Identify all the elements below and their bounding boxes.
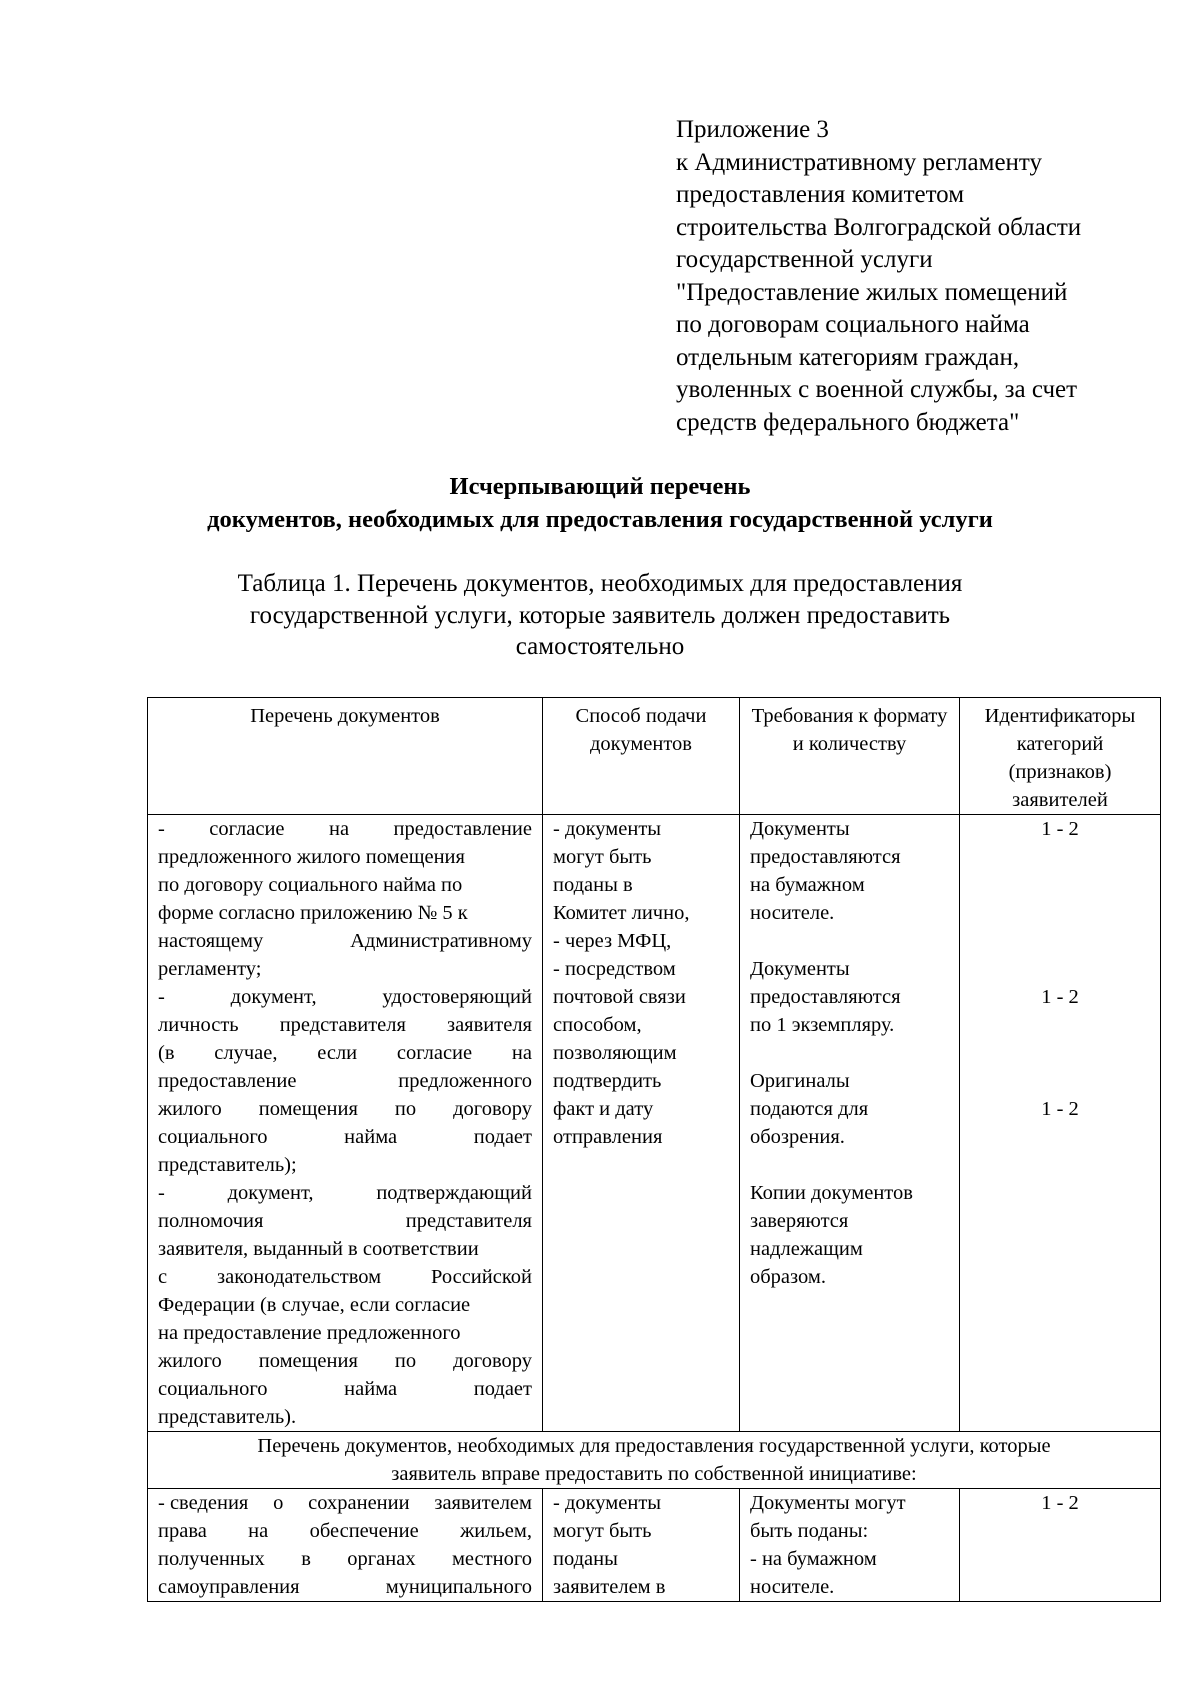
table-row (148, 1489, 1161, 1602)
document-line (158, 1179, 532, 1207)
requirements-cell (740, 815, 960, 1432)
cell-line: быть поданы: (750, 1520, 869, 1542)
document-word: полученных (158, 1548, 265, 1570)
document-line: заявителя, выданный в соответствии (158, 1238, 479, 1260)
section-line-2: заявитель вправе предоставить по собственной инициативе: (391, 1463, 917, 1485)
method-cell (543, 815, 740, 1432)
document-word: обеспечение (309, 1520, 419, 1542)
document-word: жильем, (460, 1520, 532, 1542)
cell-line: поданы (553, 1548, 618, 1570)
cell-line: Комитет лично, (553, 902, 690, 924)
document-word: Административному (350, 930, 532, 952)
document-word: договору (453, 1098, 532, 1120)
document-word: помещения (258, 1098, 358, 1120)
document-word: согласие (396, 1042, 473, 1064)
document-line (158, 1263, 532, 1291)
document-word: предоставление (158, 1070, 297, 1092)
cell-line: Документы (750, 958, 850, 980)
cell-line: образом. (750, 1266, 826, 1288)
document-line (158, 1517, 532, 1545)
documents-cell (148, 815, 543, 1432)
document-word: согласие (209, 818, 285, 840)
document-line: представитель). (158, 1406, 297, 1428)
document-word: помещения (258, 1350, 358, 1372)
appendix-line: уволенных с военной службы, за счет (676, 376, 1078, 403)
document-word: - (158, 818, 165, 840)
cell-line: способом, (553, 1014, 642, 1036)
applicant-ids-cell (960, 815, 1161, 1432)
document-word: Российской (430, 1266, 532, 1288)
header-applicant-ids: Идентификаторы категорий (признаков) заявителей (960, 698, 1161, 815)
table-header-row (148, 698, 1161, 815)
cell-line: могут быть (553, 1520, 652, 1542)
cell-line: позволяющим (553, 1042, 677, 1064)
applicant-id: 1 - 2 (1041, 1098, 1079, 1120)
document-word: документ, (227, 1182, 314, 1204)
document-line (158, 1375, 532, 1403)
document-word: подает (473, 1378, 532, 1400)
header-documents: Перечень документов (148, 698, 543, 815)
document-word: - (158, 986, 165, 1008)
title-line-1: Исчерпывающий перечень (449, 473, 751, 500)
cell-line: по 1 экземпляру. (750, 1014, 895, 1036)
document-line (158, 1347, 532, 1375)
document-word: жилого (158, 1350, 222, 1372)
document-line: по договору социального найма по (158, 874, 463, 896)
document-word: найма (344, 1126, 398, 1148)
cell-line: обозрения. (750, 1126, 845, 1148)
document-word: - (158, 1182, 165, 1204)
header-requirements: Требования к формату и количеству (740, 698, 960, 815)
document-line: предложенного жилого помещения (158, 846, 465, 868)
document-word: - сведения (158, 1492, 249, 1514)
table-row (148, 815, 1161, 1432)
cell-line: на бумажном (750, 874, 865, 896)
document-line (158, 983, 532, 1011)
document-word: самоуправления (158, 1576, 300, 1598)
document-word: договору (453, 1350, 532, 1372)
appendix-line: Приложение 3 (676, 116, 829, 143)
cell-line: почтовой связи (553, 986, 686, 1008)
cell-line: отправления (553, 1126, 663, 1148)
document-word: жилого (158, 1098, 222, 1120)
section-heading-cell (148, 1432, 1161, 1489)
document-line (158, 1545, 532, 1573)
document-word: с (158, 1266, 168, 1288)
cell-line: Документы (750, 818, 850, 840)
document-line (158, 1095, 532, 1123)
cell-line: поданы в (553, 874, 633, 896)
document-word: муниципального (385, 1576, 532, 1598)
document-word: документ, (230, 986, 317, 1008)
header-method: Способ подачи документов (543, 698, 740, 815)
appendix-line: "Предоставление жилых помещений (676, 278, 1068, 306)
document-word: на (248, 1520, 269, 1542)
document-line: Федерации (в случае, если согласие (158, 1294, 471, 1316)
document-word: заявителя (446, 1014, 532, 1036)
appendix-block (676, 114, 1176, 439)
appendix-line: предоставления комитетом (676, 181, 965, 208)
document-line (158, 1123, 532, 1151)
caption-line-3: самостоятельно (515, 633, 685, 660)
appendix-line: строительства Волгоградской области (676, 213, 1082, 241)
cell-line: - на бумажном (750, 1548, 877, 1570)
cell-line: могут быть (553, 846, 652, 868)
applicant-id: 1 - 2 (1041, 818, 1079, 840)
method-cell (543, 1489, 740, 1602)
cell-line: надлежащим (750, 1238, 863, 1260)
document-word: подает (473, 1126, 532, 1148)
document-line: представитель); (158, 1154, 297, 1176)
cell-line (750, 927, 949, 955)
cell-line: Копии документов (750, 1182, 913, 1204)
document-line (158, 927, 532, 955)
cell-line: заявителем в (553, 1576, 666, 1598)
cell-line (750, 1039, 949, 1067)
cell-line: - документы (553, 818, 662, 840)
caption-line-1: Таблица 1. Перечень документов, необходимых для предоставления (237, 570, 963, 597)
document-line: форме согласно приложению № 5 к (158, 902, 468, 924)
document-word: если (317, 1042, 358, 1064)
appendix-line: государственной услуги (676, 246, 933, 273)
appendix-line: отдельным категориям граждан, (676, 343, 1020, 371)
document-word: законодательством (217, 1266, 382, 1288)
document-word: органах (347, 1548, 416, 1570)
document-word: о (273, 1492, 284, 1514)
document-word: полномочия (158, 1210, 264, 1232)
cell-line: Документы могут (750, 1492, 906, 1514)
cell-line: - посредством (553, 958, 676, 980)
documents-cell (148, 1489, 543, 1602)
document-word: на (511, 1042, 532, 1064)
document-title (0, 470, 1200, 536)
document-word: права (158, 1520, 207, 1542)
applicant-ids-cell (960, 1489, 1161, 1602)
documents-table (147, 697, 1161, 1602)
document-line (158, 815, 532, 843)
document-word: по (394, 1350, 417, 1372)
document-word: местного (451, 1548, 532, 1570)
document-word: в (301, 1548, 311, 1570)
document-word: подтверждающий (376, 1182, 532, 1204)
document-word: случае, (214, 1042, 278, 1064)
applicant-id: 1 - 2 (1041, 986, 1079, 1008)
cell-line: носителе. (750, 902, 835, 924)
caption-line-2: государственной услуги, которые заявитель должен предоставить (249, 601, 951, 629)
appendix-line: средств федерального бюджета" (676, 408, 1020, 436)
document-line (158, 1489, 532, 1517)
document-word: удостоверяющий (382, 986, 532, 1008)
document-line: на предоставление предложенного (158, 1322, 461, 1344)
document-word: по (394, 1098, 417, 1120)
document-word: представителя (405, 1210, 532, 1232)
document-word: предложенного (398, 1070, 532, 1092)
document-line (158, 1067, 532, 1095)
section-line-1: Перечень документов, необходимых для предоставления государственной услуги, которые (257, 1435, 1051, 1457)
cell-line: носителе. (750, 1576, 835, 1598)
document-word: на (328, 818, 350, 840)
cell-line: предоставляются (750, 846, 901, 868)
document-word: личность (158, 1014, 239, 1036)
appendix-line: по договорам социального найма (676, 311, 1030, 338)
document-word: представителя (279, 1014, 406, 1036)
document-word: социального (158, 1126, 268, 1148)
requirements-cell (740, 1489, 960, 1602)
section-row (148, 1432, 1161, 1489)
document-line (158, 1207, 532, 1235)
cell-line: факт и дату (553, 1098, 654, 1120)
document-word: социального (158, 1378, 268, 1400)
document-word: найма (344, 1378, 398, 1400)
title-line-2: документов, необходимых для предоставления государственной услуги (207, 506, 993, 533)
cell-line: предоставляются (750, 986, 901, 1008)
document-word: (в (158, 1042, 175, 1064)
document-line (158, 1011, 532, 1039)
document-line (158, 1039, 532, 1067)
document-word: предоставление (393, 818, 532, 840)
applicant-id: 1 - 2 (1041, 1492, 1079, 1514)
cell-line: Оригиналы (750, 1070, 850, 1092)
document-word: сохранении (308, 1492, 410, 1514)
cell-line: заверяются (750, 1210, 849, 1232)
document-line: регламенту; (158, 958, 262, 980)
cell-line: подтвердить (553, 1070, 662, 1092)
cell-line (750, 1151, 949, 1179)
cell-line: - через МФЦ, (553, 930, 672, 952)
document-word: настоящему (158, 930, 264, 952)
cell-line: подаются для (750, 1098, 869, 1120)
document-line (158, 1573, 532, 1601)
appendix-line: к Административному регламенту (676, 148, 1043, 176)
cell-line: - документы (553, 1492, 662, 1514)
table-caption (0, 568, 1200, 663)
document-word: заявителем (434, 1492, 532, 1514)
